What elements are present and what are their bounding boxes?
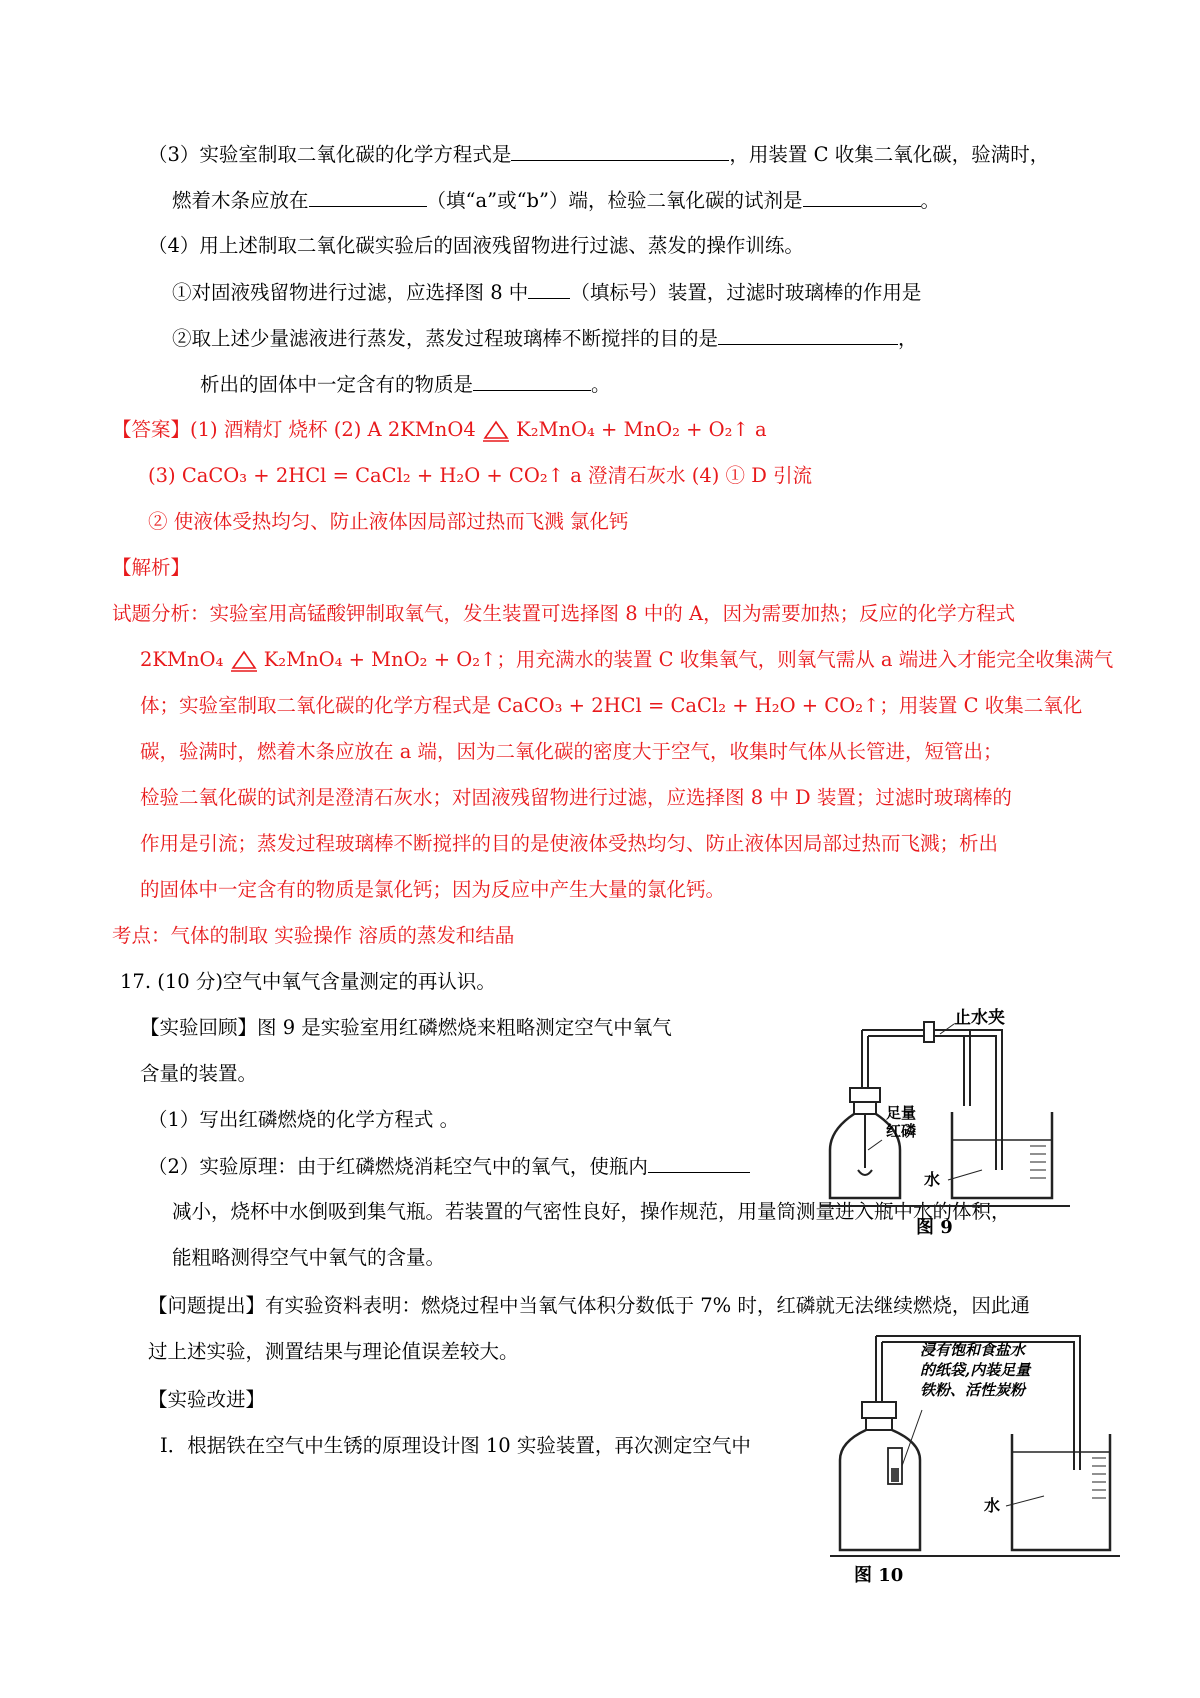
- q17-review-line2: 含量的装置。: [140, 1062, 258, 1085]
- q3-text-a: （3）实验室制取二氧化碳的化学方程式是: [148, 143, 512, 166]
- label-bag-1: 浸有饱和食盐水: [920, 1341, 1026, 1359]
- q4-item1: [172, 278, 921, 307]
- q17-improve-line1: Ⅰ．根据铁在空气中生锈的原理设计图 10 实验装置，再次测定空气中: [160, 1434, 751, 1457]
- analysis-line1: 试题分析：实验室用高锰酸钾制取氧气，发生装置可选择图 8 中的 A，因为需要加热；反应的化学方程式: [112, 602, 1016, 625]
- answer-blank[interactable]: [718, 324, 898, 345]
- q4-item2: [172, 324, 918, 353]
- analysis-line2-b: K₂MnO₄ + MnO₂ + O₂↑；用充满水的装置 C 收集氧气，则氧气需从 a 端进入才能完全收集满气: [263, 648, 1114, 671]
- analysis-line5: 检验二氧化碳的试剂是澄清石灰水；对固液残留物进行过滤，应选择图 8 中 D 装置；过滤时玻璃棒的: [140, 786, 1012, 809]
- q4-item3: [200, 370, 611, 399]
- answer-blank[interactable]: [309, 186, 427, 207]
- q17-review-line1: 【实验回顾】图 9 是实验室用红磷燃烧来粗略测定空气中氧气: [140, 1016, 672, 1039]
- q17-sub2-a: （2）实验原理：由于红磷燃烧消耗空气中的氧气，使瓶内: [148, 1155, 648, 1178]
- q3-text-e: 。: [920, 189, 941, 212]
- q4-item2-b: ，: [898, 327, 918, 350]
- q3-line1: [148, 140, 1049, 169]
- heat-triangle-icon: [482, 419, 510, 443]
- q4-item1-b: （填标号）装置，过滤时玻璃棒的作用是: [570, 281, 922, 304]
- answer-blank[interactable]: [803, 186, 921, 207]
- q4-item3-b: 。: [591, 373, 611, 396]
- answer-blank[interactable]: [528, 278, 570, 299]
- q4-item1-a: ①对固液残留物进行过滤，应选择图 8 中: [172, 281, 529, 304]
- analysis-line2-a: 2KMnO₄: [140, 648, 224, 671]
- label-bag-2: 的纸袋,内装足量: [920, 1361, 1031, 1379]
- q17-sub2: [148, 1152, 750, 1181]
- q3-line2: [172, 186, 940, 215]
- q4-item2-a: ②取上述少量滤液进行蒸发，蒸发过程玻璃棒不断搅拌的目的是: [172, 327, 719, 350]
- analysis-line7: 的固体中一定含有的物质是氯化钙；因为反应中产生大量的氯化钙。: [140, 878, 726, 901]
- figure-10-caption: 图 10: [854, 1565, 904, 1586]
- analysis-tag: 【解析】: [112, 556, 191, 579]
- label-bag-3: 铁粉、活性炭粉: [920, 1381, 1026, 1399]
- answer-blank[interactable]: [473, 370, 591, 391]
- analysis-keypoint: 考点：气体的制取 实验操作 溶质的蒸发和结晶: [112, 924, 515, 947]
- answer-blank[interactable]: [648, 1152, 750, 1173]
- answer-line1: [112, 416, 767, 444]
- heat-triangle-icon: [230, 649, 258, 673]
- q17-title: 17. (10 分)空气中氧气含量测定的再认识。: [120, 970, 496, 993]
- q4-item3-a: 析出的固体中一定含有的物质是: [200, 373, 474, 396]
- figure-9: [820, 1008, 1080, 1242]
- q17-sub1: （1）写出红磷燃烧的化学方程式 。: [148, 1108, 460, 1131]
- q3-text-d: （填“a”或“b”）端，检验二氧化碳的试剂是: [426, 189, 803, 212]
- analysis-line3: 体；实验室制取二氧化碳的化学方程式是 CaCO₃ + 2HCl = CaCl₂ + H₂O + CO₂↑；用装置 C 收集二氧化: [140, 694, 1083, 717]
- answer-tag: 【答案】: [112, 418, 191, 441]
- label-water: 水: [984, 1496, 1001, 1515]
- answer-blank[interactable]: [511, 140, 729, 161]
- answer-line3: ② 使液体受热均匀、防止液体因局部过热而飞溅 氯化钙: [148, 510, 629, 533]
- q3-text-b: ，用装置 C 收集二氧化碳，验满时，: [729, 143, 1050, 166]
- q3-text-c: 燃着木条应放在: [172, 189, 309, 212]
- figure-9-drawing: [820, 1020, 1080, 1242]
- answer-line1-b: K₂MnO₄ + MnO₂ + O₂↑ a: [516, 418, 767, 441]
- analysis-line2: [140, 646, 1113, 674]
- figure-9-caption: 图 9: [916, 1217, 953, 1238]
- label-clamp: 止水夹: [954, 1008, 1005, 1028]
- q4-title: （4）用上述制取二氧化碳实验后的固液残留物进行过滤、蒸发的操作训练。: [148, 234, 804, 257]
- answer-line2: (3) CaCO₃ + 2HCl = CaCl₂ + H₂O + CO₂↑ a 澄清石灰水 (4) ① D 引流: [148, 464, 813, 487]
- q17-sub2-line2: 减小，烧杯中水倒吸到集气瓶。若装置的气密性良好，操作规范，用量筒测量进入瓶中水的体积，: [172, 1200, 1011, 1223]
- label-phosphorus-1: 足量: [886, 1104, 917, 1122]
- label-phosphorus-2: 红磷: [886, 1122, 917, 1140]
- analysis-line4: 碳，验满时，燃着木条应放在 a 端，因为二氧化碳的密度大于空气，收集时气体从长管进，短管出；: [140, 740, 1003, 763]
- q17-problem-line1: 【问题提出】有实验资料表明：燃烧过程中当氧气体积分数低于 7% 时，红磷就无法继续燃烧，因此通: [148, 1294, 1030, 1317]
- q17-sub2-line3: 能粗略测得空气中氧气的含量。: [172, 1246, 446, 1269]
- analysis-line6: 作用是引流；蒸发过程玻璃棒不断搅拌的目的是使液体受热均匀、防止液体因局部过热而飞溅；析出: [140, 832, 999, 855]
- answer-line1-a: (1) 酒精灯 烧杯 (2) A 2KMnO4: [190, 418, 476, 441]
- label-water: 水: [924, 1170, 941, 1189]
- q17-improve-heading: 【实验改进】: [148, 1388, 266, 1411]
- figure-10: [830, 1330, 1120, 1588]
- q17-problem-line2: 过上述实验，测置结果与理论值误差较大。: [148, 1340, 519, 1363]
